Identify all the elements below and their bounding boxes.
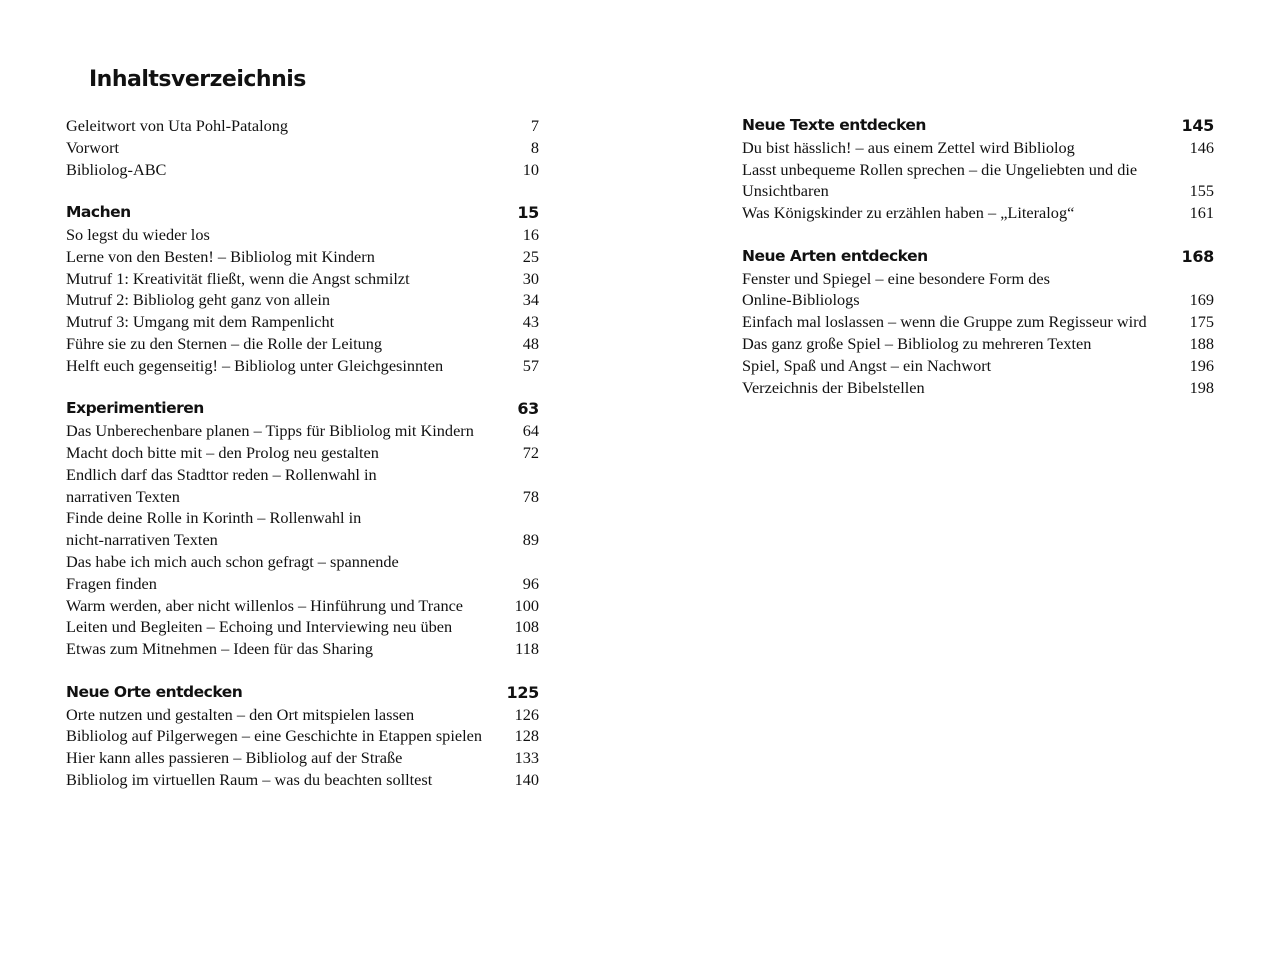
toc-entry-title: Lerne von den Besten! – Bibliolog mit Kindern — [66, 246, 375, 266]
toc-entry-title: Das Unberechenbare planen – Tipps für Bibliolog mit Kindern — [66, 421, 474, 441]
toc-entry — [66, 638, 539, 660]
toc-entry — [66, 224, 539, 246]
toc-entry-page: 25 — [522, 246, 539, 266]
toc-entry-page: 126 — [514, 704, 539, 724]
section-heading — [742, 115, 1214, 137]
section-heading-page: 63 — [517, 399, 539, 419]
toc-entry-title: Was Königskinder zu erzählen haben – „Literalog“ — [742, 203, 1075, 223]
toc-entry-page: 133 — [514, 748, 539, 768]
section-heading-page: 125 — [506, 682, 539, 702]
toc-entry-title: Helft euch gegenseitig! – Bibliolog unter Gleichgesinnten — [66, 355, 444, 375]
toc-entry-title-cont: Online-Bibliologs — [742, 290, 860, 310]
toc-entry-title: Warm werden, aber nicht willenlos – Hinführung und Trance — [66, 595, 464, 615]
toc-section — [742, 246, 1214, 399]
toc-entry-page: 146 — [1189, 137, 1214, 157]
toc-entry — [66, 246, 539, 268]
toc-entry-page: 175 — [1189, 312, 1214, 332]
toc-entry — [742, 333, 1214, 355]
toc-entry-page: 155 — [1189, 181, 1214, 201]
toc-entry-line — [66, 551, 539, 573]
toc-entry-title: Hier kann alles passieren – Bibliolog auf der Straße — [66, 748, 403, 768]
toc-section — [742, 115, 1214, 224]
toc-left-column — [66, 115, 539, 813]
toc-entry-title: Mutruf 3: Umgang mit dem Rampenlicht — [66, 312, 335, 332]
toc-entry-page: 16 — [522, 224, 539, 244]
toc-entry — [742, 355, 1214, 377]
toc-entry — [66, 420, 539, 442]
toc-entry — [742, 202, 1214, 224]
toc-entry-title: Leiten und Begleiten – Echoing und Interviewing neu üben — [66, 617, 453, 637]
toc-entry-page: 161 — [1189, 203, 1214, 223]
toc-entry-page: 140 — [514, 769, 539, 789]
section-heading-page: 15 — [517, 203, 539, 223]
toc-entry-title: Lasst unbequeme Rollen sprechen – die Ungeliebten und die — [742, 159, 1138, 179]
toc-entry-title: Das ganz große Spiel – Bibliolog zu mehreren Texten — [742, 333, 1092, 353]
toc-entry-page: 7 — [530, 116, 539, 135]
toc-entry — [742, 289, 1214, 311]
section-heading — [742, 246, 1214, 268]
toc-entry — [66, 115, 539, 137]
section-heading-page: 145 — [1181, 116, 1214, 135]
toc-entry-title: Führe sie zu den Sternen – die Rolle der Leitung — [66, 333, 383, 353]
toc-entry — [66, 333, 539, 355]
toc-entry-line — [742, 159, 1214, 181]
toc-entry — [66, 725, 539, 747]
toc-entry-page: 128 — [514, 726, 539, 746]
toc-entry-title-cont: Fragen finden — [66, 573, 157, 593]
toc-entry-page: 118 — [515, 639, 539, 659]
toc-entry-page: 8 — [530, 137, 539, 157]
toc-entry-title: Finde deine Rolle in Korinth – Rollenwahl in — [66, 508, 362, 528]
toc-entry — [66, 289, 539, 311]
toc-entry — [742, 137, 1214, 159]
toc-entry — [66, 573, 539, 595]
toc-entry-title: Bibliolog-ABC — [66, 159, 167, 179]
toc-entry-page: 108 — [514, 617, 539, 637]
toc-entry-page: 57 — [522, 355, 539, 375]
toc-entry — [66, 137, 539, 159]
toc-entry-page: 48 — [522, 333, 539, 353]
toc-entry — [742, 377, 1214, 399]
toc-entry-line — [66, 464, 539, 486]
toc-entry-title: Vorwort — [66, 137, 120, 157]
toc-entry-page: 96 — [522, 573, 539, 593]
toc-entry-title-cont: Unsichtbaren — [742, 181, 829, 201]
toc-entry-title: Das habe ich mich auch schon gefragt – spannende — [66, 551, 399, 571]
toc-section — [66, 115, 539, 180]
toc-entry-title: Fenster und Spiegel – eine besondere Form des — [742, 268, 1050, 288]
toc-section — [66, 398, 539, 660]
section-heading-title: Neue Orte entdecken — [66, 682, 243, 701]
toc-entry — [742, 311, 1214, 333]
toc-entry-page: 198 — [1189, 377, 1214, 397]
toc-entry-page: 78 — [522, 486, 539, 506]
toc-section — [66, 202, 539, 376]
toc-entry-title: Bibliolog auf Pilgerwegen – eine Geschichte in Etappen spielen — [66, 726, 482, 746]
toc-entry — [66, 595, 539, 617]
toc-entry — [66, 159, 539, 181]
page-title: Inhaltsverzeichnis — [89, 67, 306, 92]
toc-entry-page: 10 — [522, 159, 539, 179]
toc-entry-title: Einfach mal loslassen – wenn die Gruppe zum Regisseur wird — [742, 312, 1147, 332]
toc-entry-page: 100 — [514, 595, 539, 615]
toc-entry — [66, 769, 539, 791]
toc-entry — [66, 442, 539, 464]
toc-entry-title: Orte nutzen und gestalten – den Ort mitspielen lassen — [66, 704, 415, 724]
section-heading-title: Neue Texte entdecken — [742, 116, 926, 134]
toc-entry-page: 72 — [522, 442, 539, 462]
toc-entry-title: Du bist hässlich! – aus einem Zettel wird Bibliolog — [742, 137, 1075, 157]
toc-entry-title: Etwas zum Mitnehmen – Ideen für das Sharing — [66, 639, 374, 659]
section-heading-title: Machen — [66, 203, 131, 222]
toc-entry — [66, 704, 539, 726]
toc-entry — [66, 355, 539, 377]
toc-section — [66, 682, 539, 791]
toc-entry-title-cont: nicht-narrativen Texten — [66, 530, 218, 550]
toc-entry-page: 196 — [1189, 355, 1214, 375]
toc-entry-page: 43 — [522, 312, 539, 332]
toc-entry-title: Bibliolog im virtuellen Raum – was du beachten solltest — [66, 769, 433, 789]
toc-entry-title: Macht doch bitte mit – den Prolog neu gestalten — [66, 442, 379, 462]
section-heading-title: Experimentieren — [66, 399, 204, 418]
toc-entry — [66, 486, 539, 508]
toc-entry-page: 188 — [1189, 333, 1214, 353]
toc-entry — [66, 529, 539, 551]
toc-entry-page: 34 — [522, 290, 539, 310]
toc-entry-page: 89 — [522, 530, 539, 550]
toc-entry-title: Spiel, Spaß und Angst – ein Nachwort — [742, 355, 992, 375]
toc-entry-title: So legst du wieder los — [66, 224, 210, 244]
toc-entry — [742, 180, 1214, 202]
toc-entry-title: Verzeichnis der Bibelstellen — [742, 377, 925, 397]
toc-entry — [66, 616, 539, 638]
toc-entry-page: 30 — [522, 268, 539, 288]
section-heading — [66, 398, 539, 420]
section-heading-page: 168 — [1181, 246, 1214, 266]
toc-entry — [66, 747, 539, 769]
section-heading-title: Neue Arten entdecken — [742, 246, 928, 265]
toc-entry-title: Mutruf 1: Kreativität fließt, wenn die Angst schmilzt — [66, 268, 410, 288]
toc-entry — [66, 311, 539, 333]
section-heading — [66, 682, 539, 704]
toc-entry-line — [742, 268, 1214, 290]
section-heading — [66, 202, 539, 224]
toc-entry-page: 169 — [1189, 290, 1214, 310]
toc-entry-title: Mutruf 2: Bibliolog geht ganz von allein — [66, 290, 331, 310]
toc-entry-line — [66, 507, 539, 529]
toc-entry-page: 64 — [522, 421, 539, 441]
toc-entry — [66, 268, 539, 290]
toc-entry-title-cont: narrativen Texten — [66, 486, 180, 506]
toc-right-column — [742, 115, 1214, 420]
toc-entry-title: Geleitwort von Uta Pohl-Patalong — [66, 116, 289, 135]
toc-entry-title: Endlich darf das Stadttor reden – Rollenwahl in — [66, 464, 377, 484]
